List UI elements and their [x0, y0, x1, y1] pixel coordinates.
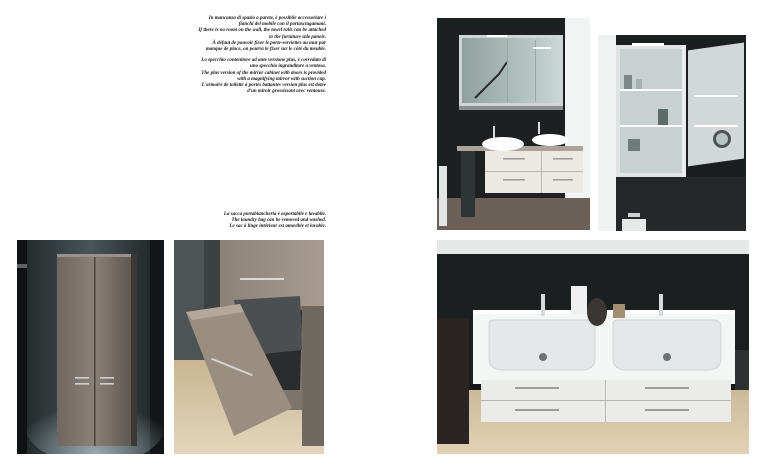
- caption-line: À défaut de pouvoir fixer le porte-serviettes au mur par: [212, 40, 326, 46]
- caption-line: to the furniture side panels.: [269, 34, 326, 40]
- caption-line: uno specchio ingranditore a ventosa.: [250, 64, 326, 70]
- tall-cabinet-photo: [17, 240, 164, 454]
- caption-line: The laundry bag can be removed and washed.: [231, 218, 326, 224]
- caption-line: manque de place, on pourra le fixer sur le côté du meuble.: [205, 47, 326, 53]
- caption-line: d'un miroir grossissant avec ventouse.: [247, 89, 326, 95]
- caption-line: The plus version of the mirror cabinet with doors is provided: [201, 70, 326, 76]
- open-mirror-cabinet-photo: [598, 35, 746, 231]
- caption-line: If there is no room on the wall, the towel rails can be attached: [198, 28, 326, 34]
- caption-mirror-towel: [150, 16, 326, 95]
- laundry-drawer-photo: [174, 240, 324, 454]
- caption-line: L'armoire de toilette à portes battantes version plus est dotée: [201, 83, 326, 89]
- caption-line: fianchi del mobile con il portasciugamani.: [238, 22, 326, 28]
- caption-laundry-bag: [170, 212, 326, 231]
- caption-line: with a magnifying mirror with suction cup.: [237, 76, 326, 82]
- caption-line: Le sac à linge intérieur est amovible et lavable.: [229, 224, 326, 230]
- mirror-vanity-photo: [437, 18, 590, 230]
- double-basin-vanity-photo: [437, 240, 749, 454]
- caption-line: Lo specchio contenitore ad ante versione plus, è corredato di: [201, 58, 326, 64]
- caption-line: In mancanza di spazio a parete, è possibile accessoriare i: [208, 16, 326, 21]
- caption-line: La sacca portabiancheria è asportabile e lavabile.: [223, 212, 326, 217]
